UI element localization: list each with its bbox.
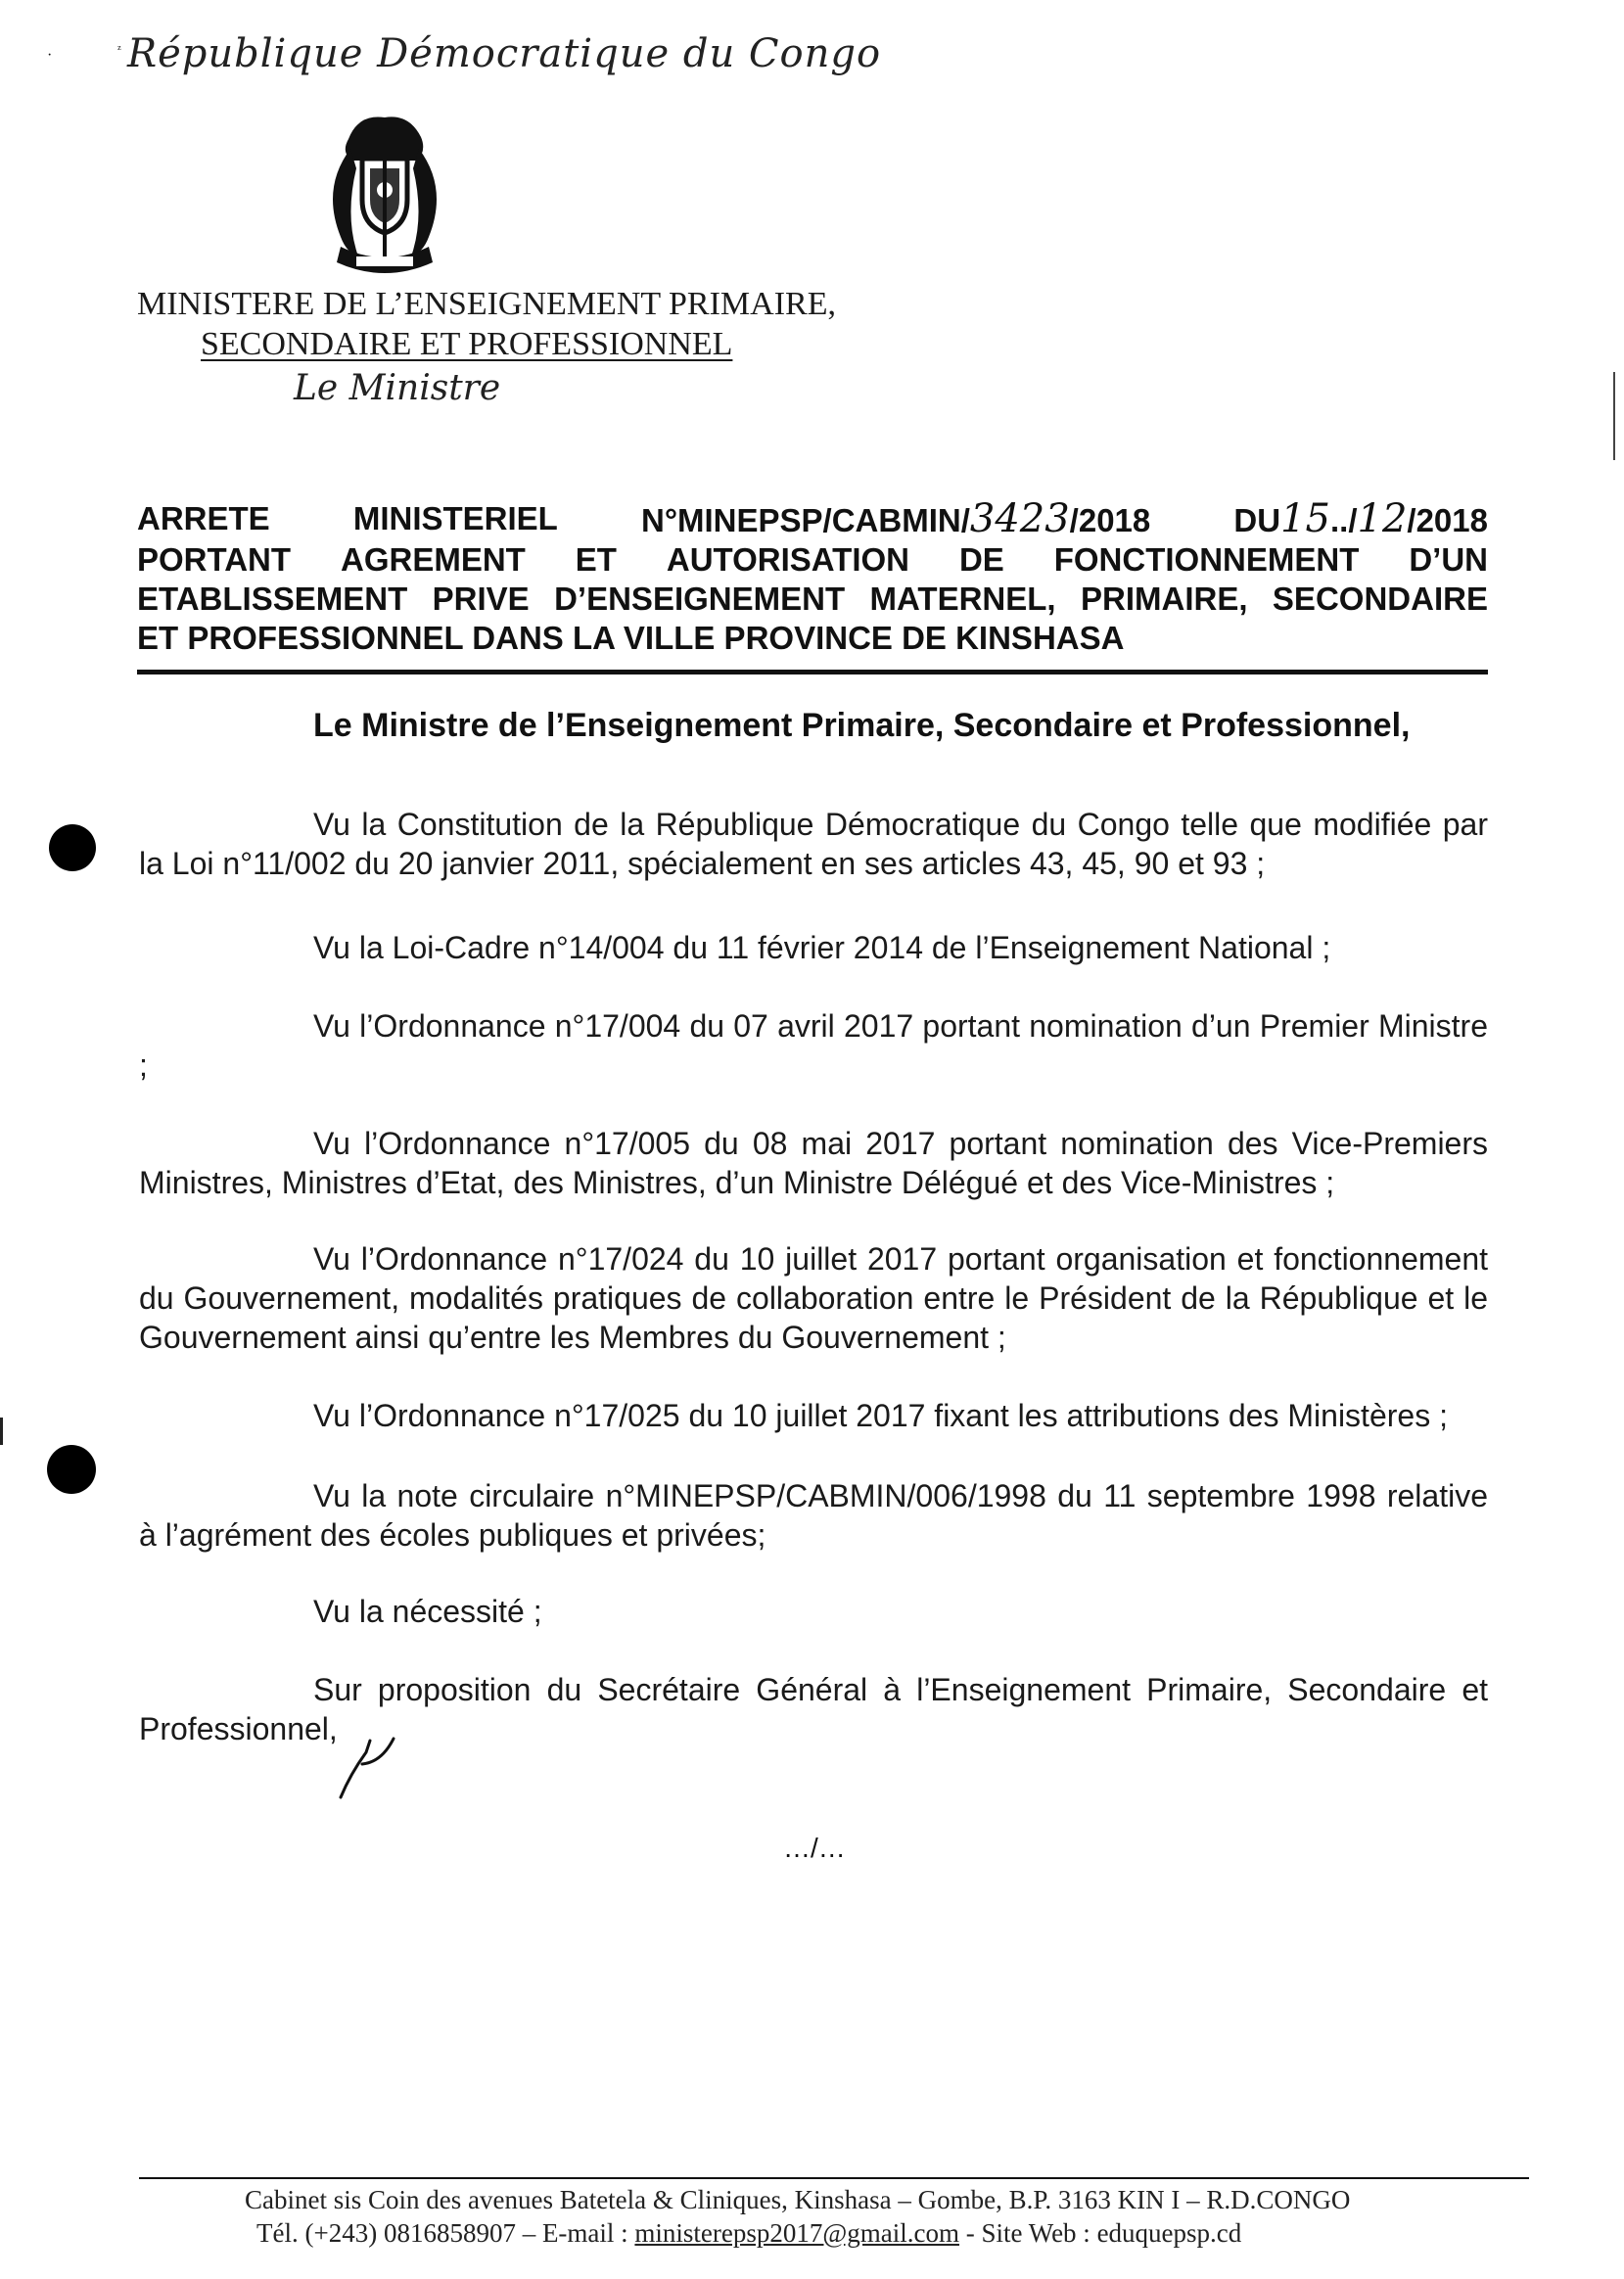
title-decree-date: DU15../12/2018 [1233, 496, 1488, 541]
footer-email-link[interactable]: ministerepsp2017@gmail.com [634, 2218, 959, 2248]
punch-hole [47, 1445, 96, 1494]
consideration-ordonnance-024: Vu l’Ordonnance n°17/024 du 10 juillet 2017 portant organisation et fonctionnement du Gouvernement, modalités pratiques de collaboration entre le Président de la République et le Gouvernement ainsi qu’entre les Membres du Gouvernement ; [139, 1241, 1488, 1355]
footer-contact [256, 2218, 1241, 2249]
le-ministre-signature-title: Le Ministre [294, 368, 501, 408]
handwritten-month: 12 [1357, 496, 1408, 541]
handwritten-paraph [333, 1735, 401, 1803]
title-line-3: ETABLISSEMENT PRIVE D’ENSEIGNEMENT MATERNEL, PRIMAIRE, SECONDAIRE [137, 581, 1488, 617]
stray-mark: ᶻ [117, 43, 121, 58]
title-divider [137, 670, 1488, 674]
consideration-note-circulaire: Vu la note circulaire n°MINEPSP/CABMIN/006/1998 du 11 septembre 1998 relative à l’agrément des écoles publiques et privées; [139, 1478, 1488, 1553]
consideration-constitution: Vu la Constitution de la République Démocratique du Congo telle que modifiée par la Loi n°11/002 du 20 janvier 2011, spécialement en ses articles 43, 45, 90 et 93 ; [139, 807, 1488, 881]
punch-hole [49, 824, 96, 871]
consideration-loi-cadre: Vu la Loi-Cadre n°14/004 du 11 février 2014 de l’Enseignement National ; [313, 930, 1331, 965]
consideration-ordonnance-005: Vu l’Ordonnance n°17/005 du 08 mai 2017 portant nomination des Vice-Premiers Ministres, Ministres d’Etat, des Ministres, d’un Ministre Délégué et des Vice-Ministres ; [139, 1126, 1488, 1200]
title-word: ARRETE [137, 500, 270, 536]
handwritten-day: 15 [1280, 496, 1330, 541]
title-line-4: ET PROFESSIONNEL DANS LA VILLE PROVINCE DE KINSHASA [137, 620, 1125, 656]
footer-website: - Site Web : eduquepsp.cd [959, 2218, 1242, 2248]
consideration-ordonnance-004: Vu l’Ordonnance n°17/004 du 07 avril 2017 portant nomination d’un Premier Ministre ; [139, 1008, 1488, 1083]
title-decree-number: N°MINEPSP/CABMIN/3423/2018 [640, 496, 1151, 541]
stray-mark: · [47, 47, 53, 64]
consideration-proposition: Sur proposition du Secrétaire Général à l’Enseignement Primaire, Secondaire et Professionnel, [139, 1672, 1488, 1746]
footer-address: Cabinet sis Coin des avenues Batetela & Cliniques, Kinshasa – Gombe, B.P. 3163 KIN I – R.D.CONGO [245, 2185, 1351, 2214]
minister-heading: Le Ministre de l’Enseignement Primaire, Secondaire et Professionnel, [313, 707, 1411, 744]
page-continuation-mark: …/… [783, 1833, 846, 1863]
republic-heading: République Démocratique du Congo [127, 31, 882, 76]
title-line-1 [137, 496, 1488, 541]
ministry-name-line2: SECONDAIRE ET PROFESSIONNEL [201, 326, 733, 362]
consideration-ordonnance-025: Vu l’Ordonnance n°17/025 du 10 juillet 2017 fixant les attributions des Ministères ; [313, 1398, 1448, 1433]
consideration-necessite: Vu la nécessité ; [313, 1594, 542, 1629]
decree-title [137, 496, 1488, 658]
handwritten-number: 3423 [969, 496, 1070, 541]
title-word: MINISTERIEL [352, 500, 558, 536]
ministry-name-line1: MINISTERE DE L’ENSEIGNEMENT PRIMAIRE, [137, 286, 836, 322]
footer-phone: Tél. (+243) 0816858907 – E-mail : [256, 2218, 635, 2248]
footer-divider [139, 2177, 1529, 2179]
scan-edge-mark [0, 1418, 3, 1445]
title-line-2: PORTANT AGREMENT ET AUTORISATION DE FONCTIONNEMENT D’UN [137, 541, 1488, 578]
coat-of-arms-emblem [311, 110, 458, 276]
scan-edge-mark [1613, 372, 1615, 460]
